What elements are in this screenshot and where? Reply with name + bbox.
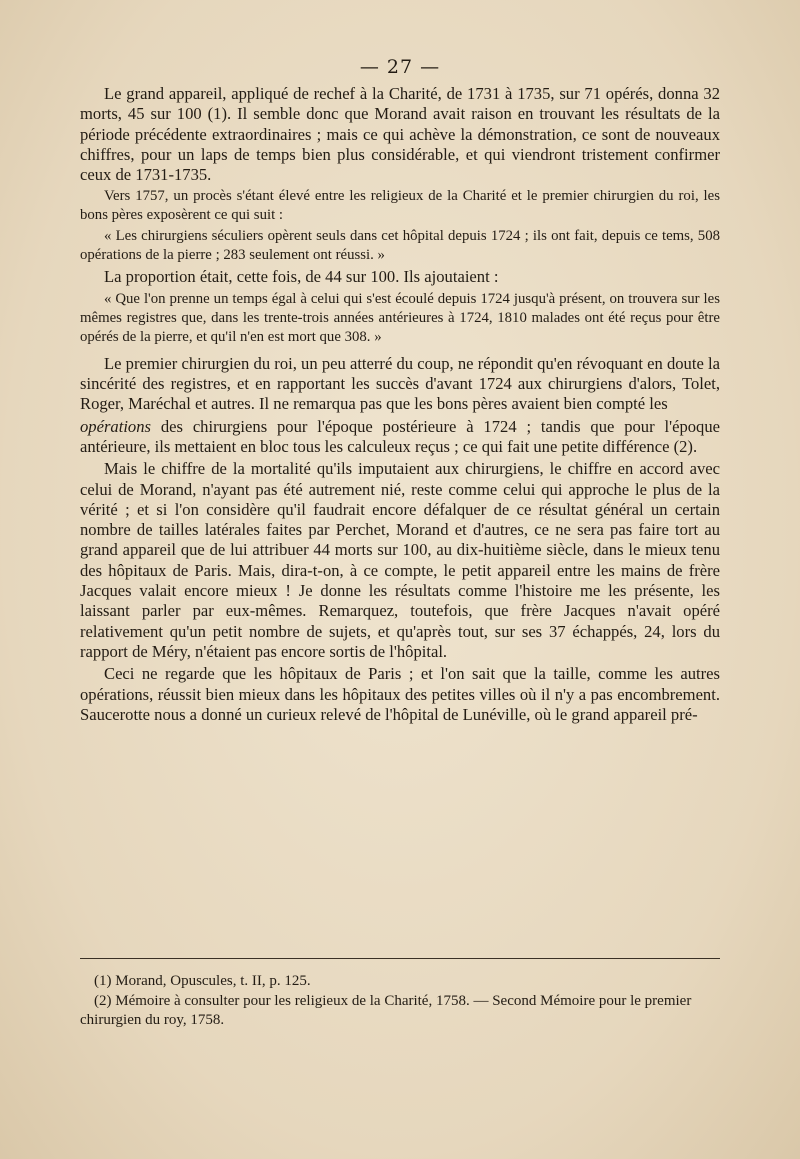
paragraph-1: Le grand appareil, appliqué de rechef à la Charité, de 1731 à 1735, sur 71 opérés, donna 32 morts, 45 sur 100 (1). Il semble donc que Morand avait raison en trouvant les résultats de la période précédente extraordinaires ; mais ce qui achève la démonstration, ce sont de nouveaux chiffres, pour un laps de temps bien plus considérable, et qui viendront tristement confirmer ceux de 1731-1735. <box>80 84 720 185</box>
footnote-2: (2) Mémoire à consulter pour les religieux de la Charité, 1758. — Second Mémoire pour le premier chirurgien du roy, 1758. <box>80 992 692 1028</box>
footnote-1: (1) Morand, Opuscules, t. II, p. 125. <box>94 973 311 989</box>
footnotes <box>80 972 720 1031</box>
paragraph-2: Vers 1757, un procès s'étant élevé entre les religieux de la Charité et le premier chirurgien du roi, les bons pères exposèrent ce qui suit : <box>80 188 720 224</box>
word-operations: opérations <box>80 416 151 436</box>
paragraph-4: Le premier chirurgien du roi, un peu atterré du coup, ne répondit qu'en révoquant en doute la sincérité des registres, et en rapportant les succès d'avant 1724 aux chirurgiens d'alors, Tolet, Roger, Maréchal et autres. Il ne remarqua pas que les bons pères avaient bien compté les <box>80 353 720 414</box>
paragraph-3: La proportion était, cette fois, de 44 sur 100. Ils ajoutaient : <box>104 267 499 287</box>
paragraph-5: Mais le chiffre de la mortalité qu'ils imputaient aux chirurgiens, le chiffre en accord avec celui de Morand, n'ayant pas été autrement nié, reste comme celui qui approche le plus de la vérité ; et si l'on considère qu'il faudrait encore défalquer de ce résultat général un certain nombre de tailles latérales faites par Perchet, Morand et d'autres, ce ne sera pas faire tort au grand appareil que de lui attribuer 44 morts sur 100, au dix-huitième siècle, dans le mieux tenu des hôpitaux de Paris. Mais, dira-t-on, à ce compte, le petit appareil entre les mains de frère Jacques valait encore mieux ! Je donne les résultats comme l'histoire me les présente, les laissant parler par eux-mêmes. Remarquez, toutefois, que frère Jacques n'avait opéré relativement qu'un petit nombre de sujets, et qu'après tout, sur ses 37 échappés, 24, lors du rapport de Méry, n'étaient pas encore sortis de l'hôpital. <box>80 459 720 661</box>
body-text <box>80 84 720 725</box>
quote-1: « Les chirurgiens séculiers opèrent seuls dans cet hôpital depuis 1724 ; ils ont fait, depuis ce tems, 508 opérations de la pierre ; 283 seulement ont réussi. » <box>80 228 720 264</box>
paragraph-6: Ceci ne regarde que les hôpitaux de Paris ; et l'on sait que la taille, comme les autres opérations, réussit bien mieux dans les hôpitaux des petites villes où il n'y a pas encombrement. Saucerotte nous a donné un curieux relevé de l'hôpital de Lunéville, où le grand appareil pré- <box>80 664 720 724</box>
quote-2: « Que l'on prenne un temps égal à celui qui s'est écoulé depuis 1724 jusqu'à présent, on trouvera sur les mêmes registres que, dans les trente-trois années antérieures à 1724, 1810 malades ont été reçus pour être opérés de la pierre, et qu'il n'en est mort que 308. » <box>80 290 720 345</box>
paragraph-4-continued <box>80 417 720 458</box>
page-number: — 27 — <box>359 56 441 78</box>
footnote-rule <box>80 958 720 959</box>
paragraph-4-rest: des chirurgiens pour l'époque postérieure à 1724 ; tandis que pour l'époque antérieure, ils mettaient en bloc tous les calculeux reçus ; ce qui fait une petite différence (2). <box>80 416 720 456</box>
